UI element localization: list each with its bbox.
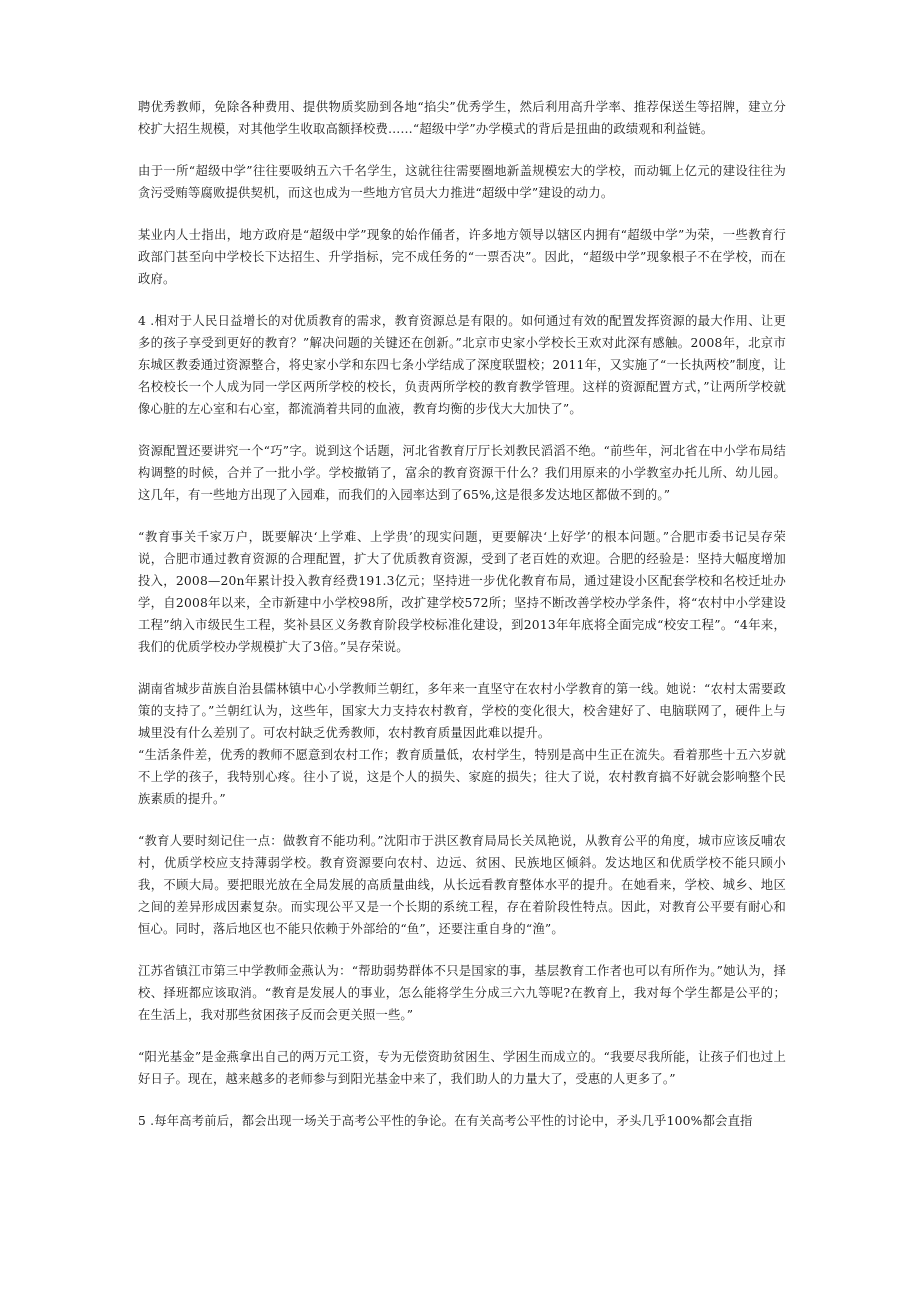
paragraph-12: 5 .每年高考前后，都会出现一场关于高考公平性的争论。在有关高考公平性的讨论中，矛头几乎100%都会直指 xyxy=(138,1114,753,1128)
paragraph-11: “阳光基金”是金燕拿出自己的两万元工资，专为无偿资助贫困生、学困生而成立的。“我要尽我所能，让孩子们也过上好日子。现在，越来越多的老师参与到阳光基金中来了，我们助人的力量大了，受惠的人更多了。” xyxy=(138,1050,786,1086)
paragraph-6: “教育事关千家万户，既要解决‘上学难、上学贵’的现实问题，更要解决‘上好学’的根本问题。”合肥市委书记吴存荣说，合肥市通过教育资源的合理配置，扩大了优质教育资源，受到了老百姓的欢迎。合肥的经验是：坚持大幅度增加投入，2008—20n年累计投入教育经费191.3亿元；坚持进一步优化教育布局，通过建设小区配套学校和名校迁址办学，自2008年以来，全市新建中小学校98所，改扩建学校572所；坚持不断改善学校办学条件，将“农村中小学建设工程”纳入市级民生工程，奖补县区义务教育阶段学校标准化建设，到2013年年底将全面完成“校安工程”。“4年来，我们的优质学校办学规模扩大了3倍。”吴存荣说。 xyxy=(138,530,786,654)
paragraph-2: 由于一所“超级中学”往往要吸纳五六千名学生，这就往往需要圈地新盖规模宏大的学校，而动辄上亿元的建设往往为贪污受贿等腐败提供契机，而这也成为一些地方官员大力推进“超级中学”建设的动力。 xyxy=(138,164,786,200)
paragraph-4: 4 .相对于人民日益增长的对优质教育的需求，教育资源总是有限的。如何通过有效的配置发挥资源的最大作用、让更多的孩子享受到更好的教育？”解决问题的关键还在创新。”北京市史家小学校长王欢对此深有感触。2008年，北京市东城区教委通过资源整合，将史家小学和东四七条小学结成了深度联盟校；2011年，又实施了“一长执两校”制度，让名校校长一个人成为同一学区两所学校的校长，负责两所学校的教育教学管理。这样的资源配置方式，”让两所学校就像心脏的左心室和右心室，都流淌着共同的血液，教育均衡的步伐大大加快了”。 xyxy=(138,314,786,416)
paragraph-10: 江苏省镇江市第三中学教师金燕认为：“帮助弱势群体不只是国家的事，基层教育工作者也可以有所作为。”她认为，择校、择班都应该取消。“教育是发展人的事业，怎么能将学生分成三六九等呢?在教育上，我对每个学生都是公平的；在生活上，我对那些贫困孩子反而会更关照一些。” xyxy=(138,964,786,1022)
paragraph-7: 湖南省城步苗族自治县儒林镇中心小学教师兰朝红，多年来一直坚守在农村小学教育的第一线。她说：“农村太需要政策的支持了。”兰朝红认为，这些年，国家大力支持农村教育，学校的变化很大，校舍建好了、电脑联网了，硬件上与城里没有什么差别了。可农村缺乏优秀教师，农村教育质量因此难以提升。 xyxy=(138,682,786,740)
paragraph-5: 资源配置还要讲究一个“巧”字。说到这个话题，河北省教育厅厅长刘教民滔滔不绝。“前些年，河北省在中小学布局结构调整的时候，合并了一批小学。学校撤销了，富余的教育资源干什么？我们用原来的小学教室办托儿所、幼儿园。这几年，有一些地方出现了入园难，而我们的入园率达到了65%,这是很多发达地区都做不到的。” xyxy=(138,444,786,502)
document-page xyxy=(138,96,786,1132)
paragraph-9: “教育人要时刻记住一点：做教育不能功利。”沈阳市于洪区教育局局长关凤艳说，从教育公平的角度，城市应该反哺农村，优质学校应支持薄弱学校。教育资源要向农村、边远、贫困、民族地区倾斜。发达地区和优质学校不能只顾小我，不顾大局。要把眼光放在全局发展的高质量曲线，从长远看教育整体水平的提升。在她看来，学校、城乡、地区之间的差异形成因素复杂。而实现公平又是一个长期的系统工程，存在着阶段性特点。因此，对教育公平要有耐心和恒心。同时，落后地区也不能只依赖于外部给的“鱼”，还要注重自身的“渔”。 xyxy=(138,834,786,936)
paragraph-1: 聘优秀教师，免除各种费用、提供物质奖励到各地“掐尖”优秀学生，然后利用高升学率、推荐保送生等招牌，建立分校扩大招生规模，对其他学生收取高额择校费……“超级中学”办学模式的背后是扭曲的政绩观和利益链。 xyxy=(138,100,786,136)
paragraph-3: 某业内人士指出，地方政府是“超级中学”现象的始作俑者，许多地方领导以辖区内拥有“超级中学”为荣，一些教育行政部门甚至向中学校长下达招生、升学指标，完不成任务的“一票否决”。因此，“超级中学”现象根子不在学校，而在政府。 xyxy=(138,228,786,286)
paragraph-8: “生活条件差，优秀的教师不愿意到农村工作；教育质量低，农村学生，特别是高中生正在流失。看着那些十五六岁就不上学的孩子，我特别心疼。往小了说，这是个人的损失、家庭的损失；往大了说，农村教育搞不好就会影响整个民族素质的提升。” xyxy=(138,748,786,806)
